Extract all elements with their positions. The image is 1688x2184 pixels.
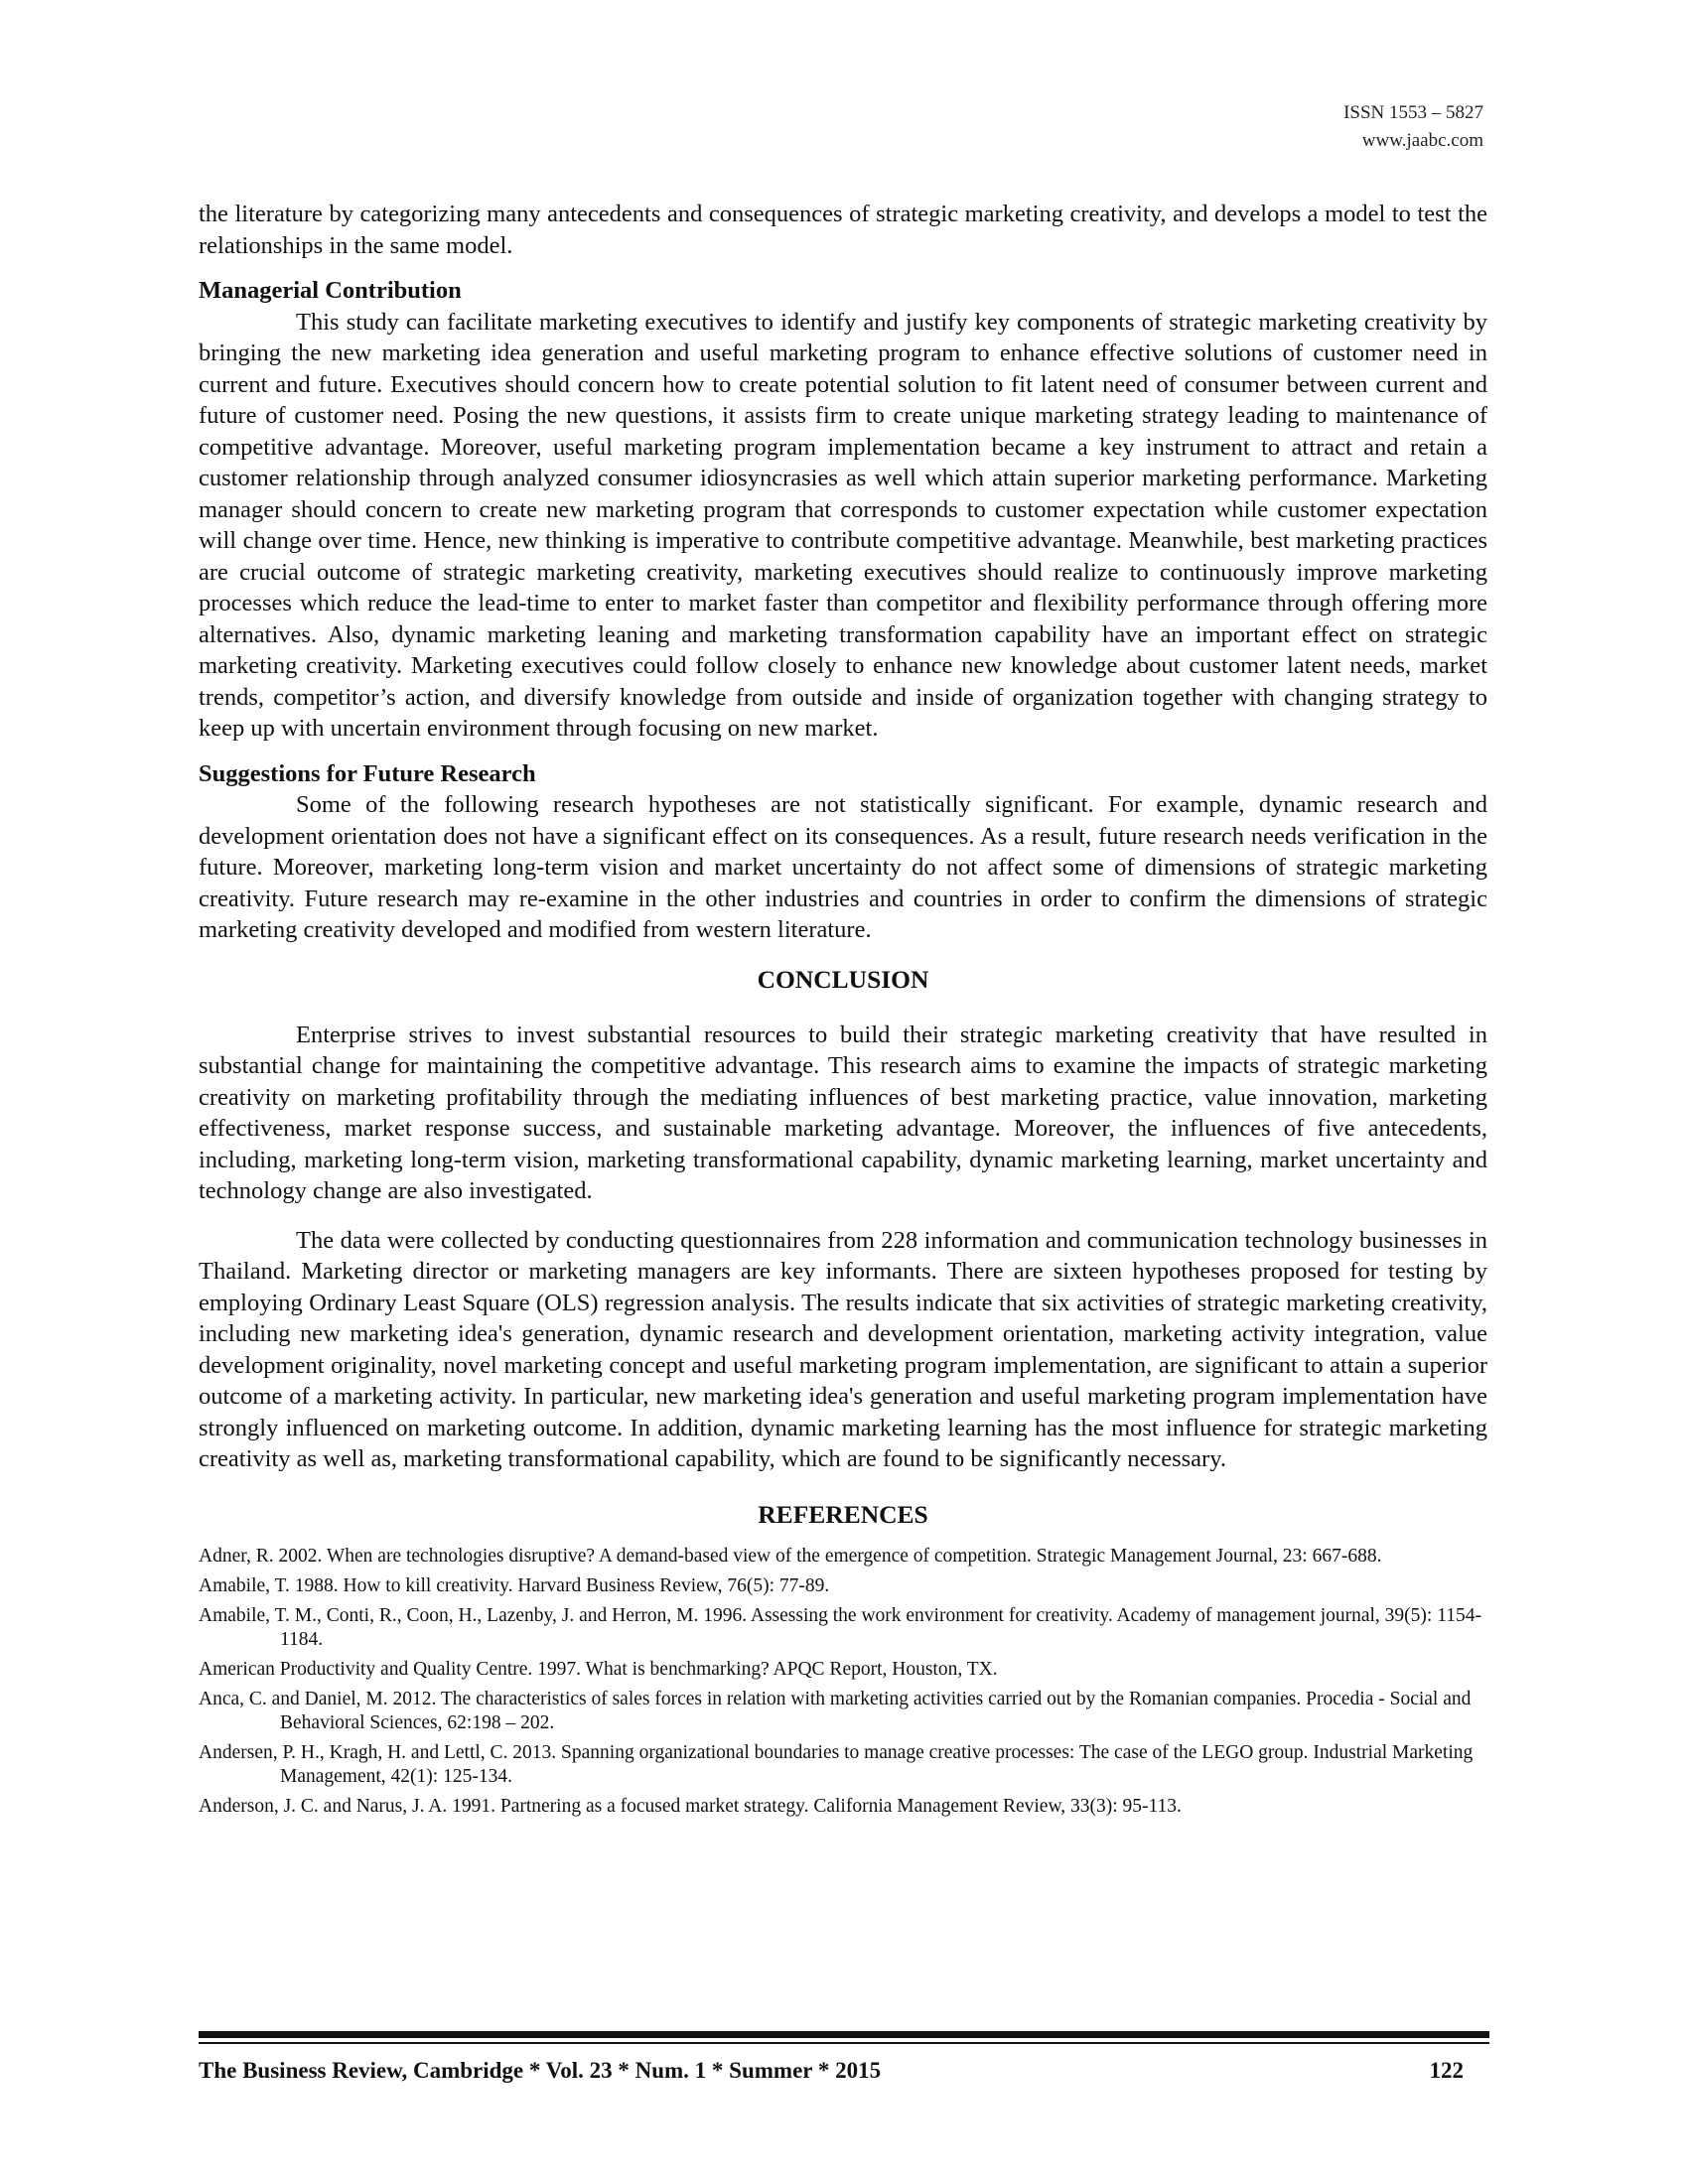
intro-continuation-paragraph: the literature by categorizing many antecedents and consequences of strategic marketing creativity, and develops a model to test the relationships in the same model. bbox=[199, 201, 1487, 259]
issn-label: ISSN 1553 – 5827 bbox=[1343, 102, 1483, 123]
conclusion-heading: CONCLUSION bbox=[757, 964, 929, 994]
reference-item: Anca, C. and Daniel, M. 2012. The characteristics of sales forces in relation with marketing activities carried out by the Romanian companies. Procedia - Social and Behavioral Sciences, 62:198 – 202. bbox=[199, 1688, 1472, 1733]
managerial-contribution-heading: Managerial Contribution bbox=[199, 277, 462, 304]
footer-rule-thick bbox=[199, 2031, 1489, 2038]
conclusion-paragraph-1: Enterprise strives to invest substantial resources to build their strategic marketing creativity that have resulted in substantial change for maintaining the competitive advantage. This research aims to examine the impacts of strategic marketing creativity on marketing profitability through the mediating influences of best marketing practice, value innovation, marketing effectiveness, market response success, and sustainable marketing advantage. Moreover, the influences of five antecedents, including, marketing long-term vision, marketing transformational capability, dynamic marketing learning, market uncertainty and technology change are also investigated. bbox=[199, 1021, 1487, 1204]
reference-list bbox=[199, 1545, 1487, 1819]
reference-item: American Productivity and Quality Centre. 1997. What is benchmarking? APQC Report, Houston, TX. bbox=[199, 1658, 998, 1680]
footer-row bbox=[199, 2058, 1489, 2084]
managerial-contribution-paragraph: This study can facilitate marketing executives to identify and justify key components of strategic marketing creativity by bringing the new marketing idea generation and useful marketing program to enhance effective solutions of customer need in current and future. Executives should concern how to create potential solution to fit latent need of consumer between current and future of customer need. Posing the new questions, it assists firm to create unique marketing strategy leading to maintenance of competitive advantage. Moreover, useful marketing program implementation became a key instrument to attract and retain a customer relationship through analyzed consumer idiosyncrasies as well which attain superior marketing performance. Marketing manager should concern to create new marketing program that corresponds to customer expectation while customer expectation will change over time. Hence, new thinking is imperative to contribute competitive advantage. Meanwhile, best marketing practices are crucial outcome of strategic marketing creativity, marketing executives should realize to continuously improve marketing processes which reduce the lead-time to enter to market faster than competitor and flexibility performance through offering more alternatives. Also, dynamic marketing leaning and marketing transformation capability have an important effect on strategic marketing creativity. Marketing executives could follow closely to enhance new knowledge about customer latent needs, market trends, competitor’s action, and diversify knowledge from outside and inside of organization together with changing strategy to keep up with uncertain environment through focusing on new market. bbox=[199, 308, 1487, 742]
running-header bbox=[1343, 99, 1483, 155]
page-number: 122 bbox=[1429, 2058, 1464, 2083]
footer-rule-thin bbox=[199, 2042, 1489, 2044]
reference-item: Adner, R. 2002. When are technologies disruptive? A demand-based view of the emergence of competition. Strategic Management Journal, 23: 667-688. bbox=[199, 1545, 1382, 1567]
journal-website: www.jaabc.com bbox=[1361, 130, 1483, 151]
future-research-heading: Suggestions for Future Research bbox=[199, 759, 536, 787]
journal-citation: The Business Review, Cambridge * Vol. 23 * Num. 1 * Summer * 2015 bbox=[199, 2058, 882, 2083]
future-research-paragraph: Some of the following research hypotheses are not statistically significant. For example, dynamic research and development orientation does not have a significant effect on its consequences. As a result, future research needs verification in the future. Moreover, marketing long-term vision and market uncertainty do not affect some of dimensions of strategic marketing creativity. Future research may re-examine in the other industries and countries in order to confirm the dimensions of strategic marketing creativity developed and modified from western literature. bbox=[199, 791, 1487, 943]
page-content bbox=[199, 199, 1487, 1825]
reference-item: Andersen, P. H., Kragh, H. and Lettl, C. 2013. Spanning organizational boundaries to manage creative processes: The case of the LEGO group. Industrial Marketing Management, 42(1): 125-134. bbox=[199, 1741, 1474, 1787]
reference-item: Anderson, J. C. and Narus, J. A. 1991. Partnering as a focused market strategy. California Management Review, 33(3): 95-113. bbox=[199, 1795, 1182, 1817]
references-heading: REFERENCES bbox=[758, 1499, 928, 1529]
reference-item: Amabile, T. 1988. How to kill creativity. Harvard Business Review, 76(5): 77-89. bbox=[199, 1574, 830, 1596]
page-footer bbox=[199, 2031, 1489, 2084]
reference-item: Amabile, T. M., Conti, R., Coon, H., Lazenby, J. and Herron, M. 1996. Assessing the work environment for creativity. Academy of management journal, 39(5): 1154-1184. bbox=[199, 1604, 1481, 1650]
conclusion-paragraph-2: The data were collected by conducting questionnaires from 228 information and communication technology businesses in Thailand. Marketing director or marketing managers are key informants. There are sixteen hypotheses proposed for testing by employing Ordinary Least Square (OLS) regression analysis. The results indicate that six activities of strategic marketing creativity, including new marketing idea's generation, dynamic research and development orientation, marketing activity integration, value development originality, novel marketing concept and useful marketing program implementation, are significant to attain a superior outcome of a marketing activity. In particular, new marketing idea's generation and useful marketing program implementation have strongly influenced on marketing outcome. In addition, dynamic marketing learning has the most influence for strategic marketing creativity as well as, marketing transformational capability, which are found to be significantly necessary. bbox=[199, 1226, 1487, 1472]
